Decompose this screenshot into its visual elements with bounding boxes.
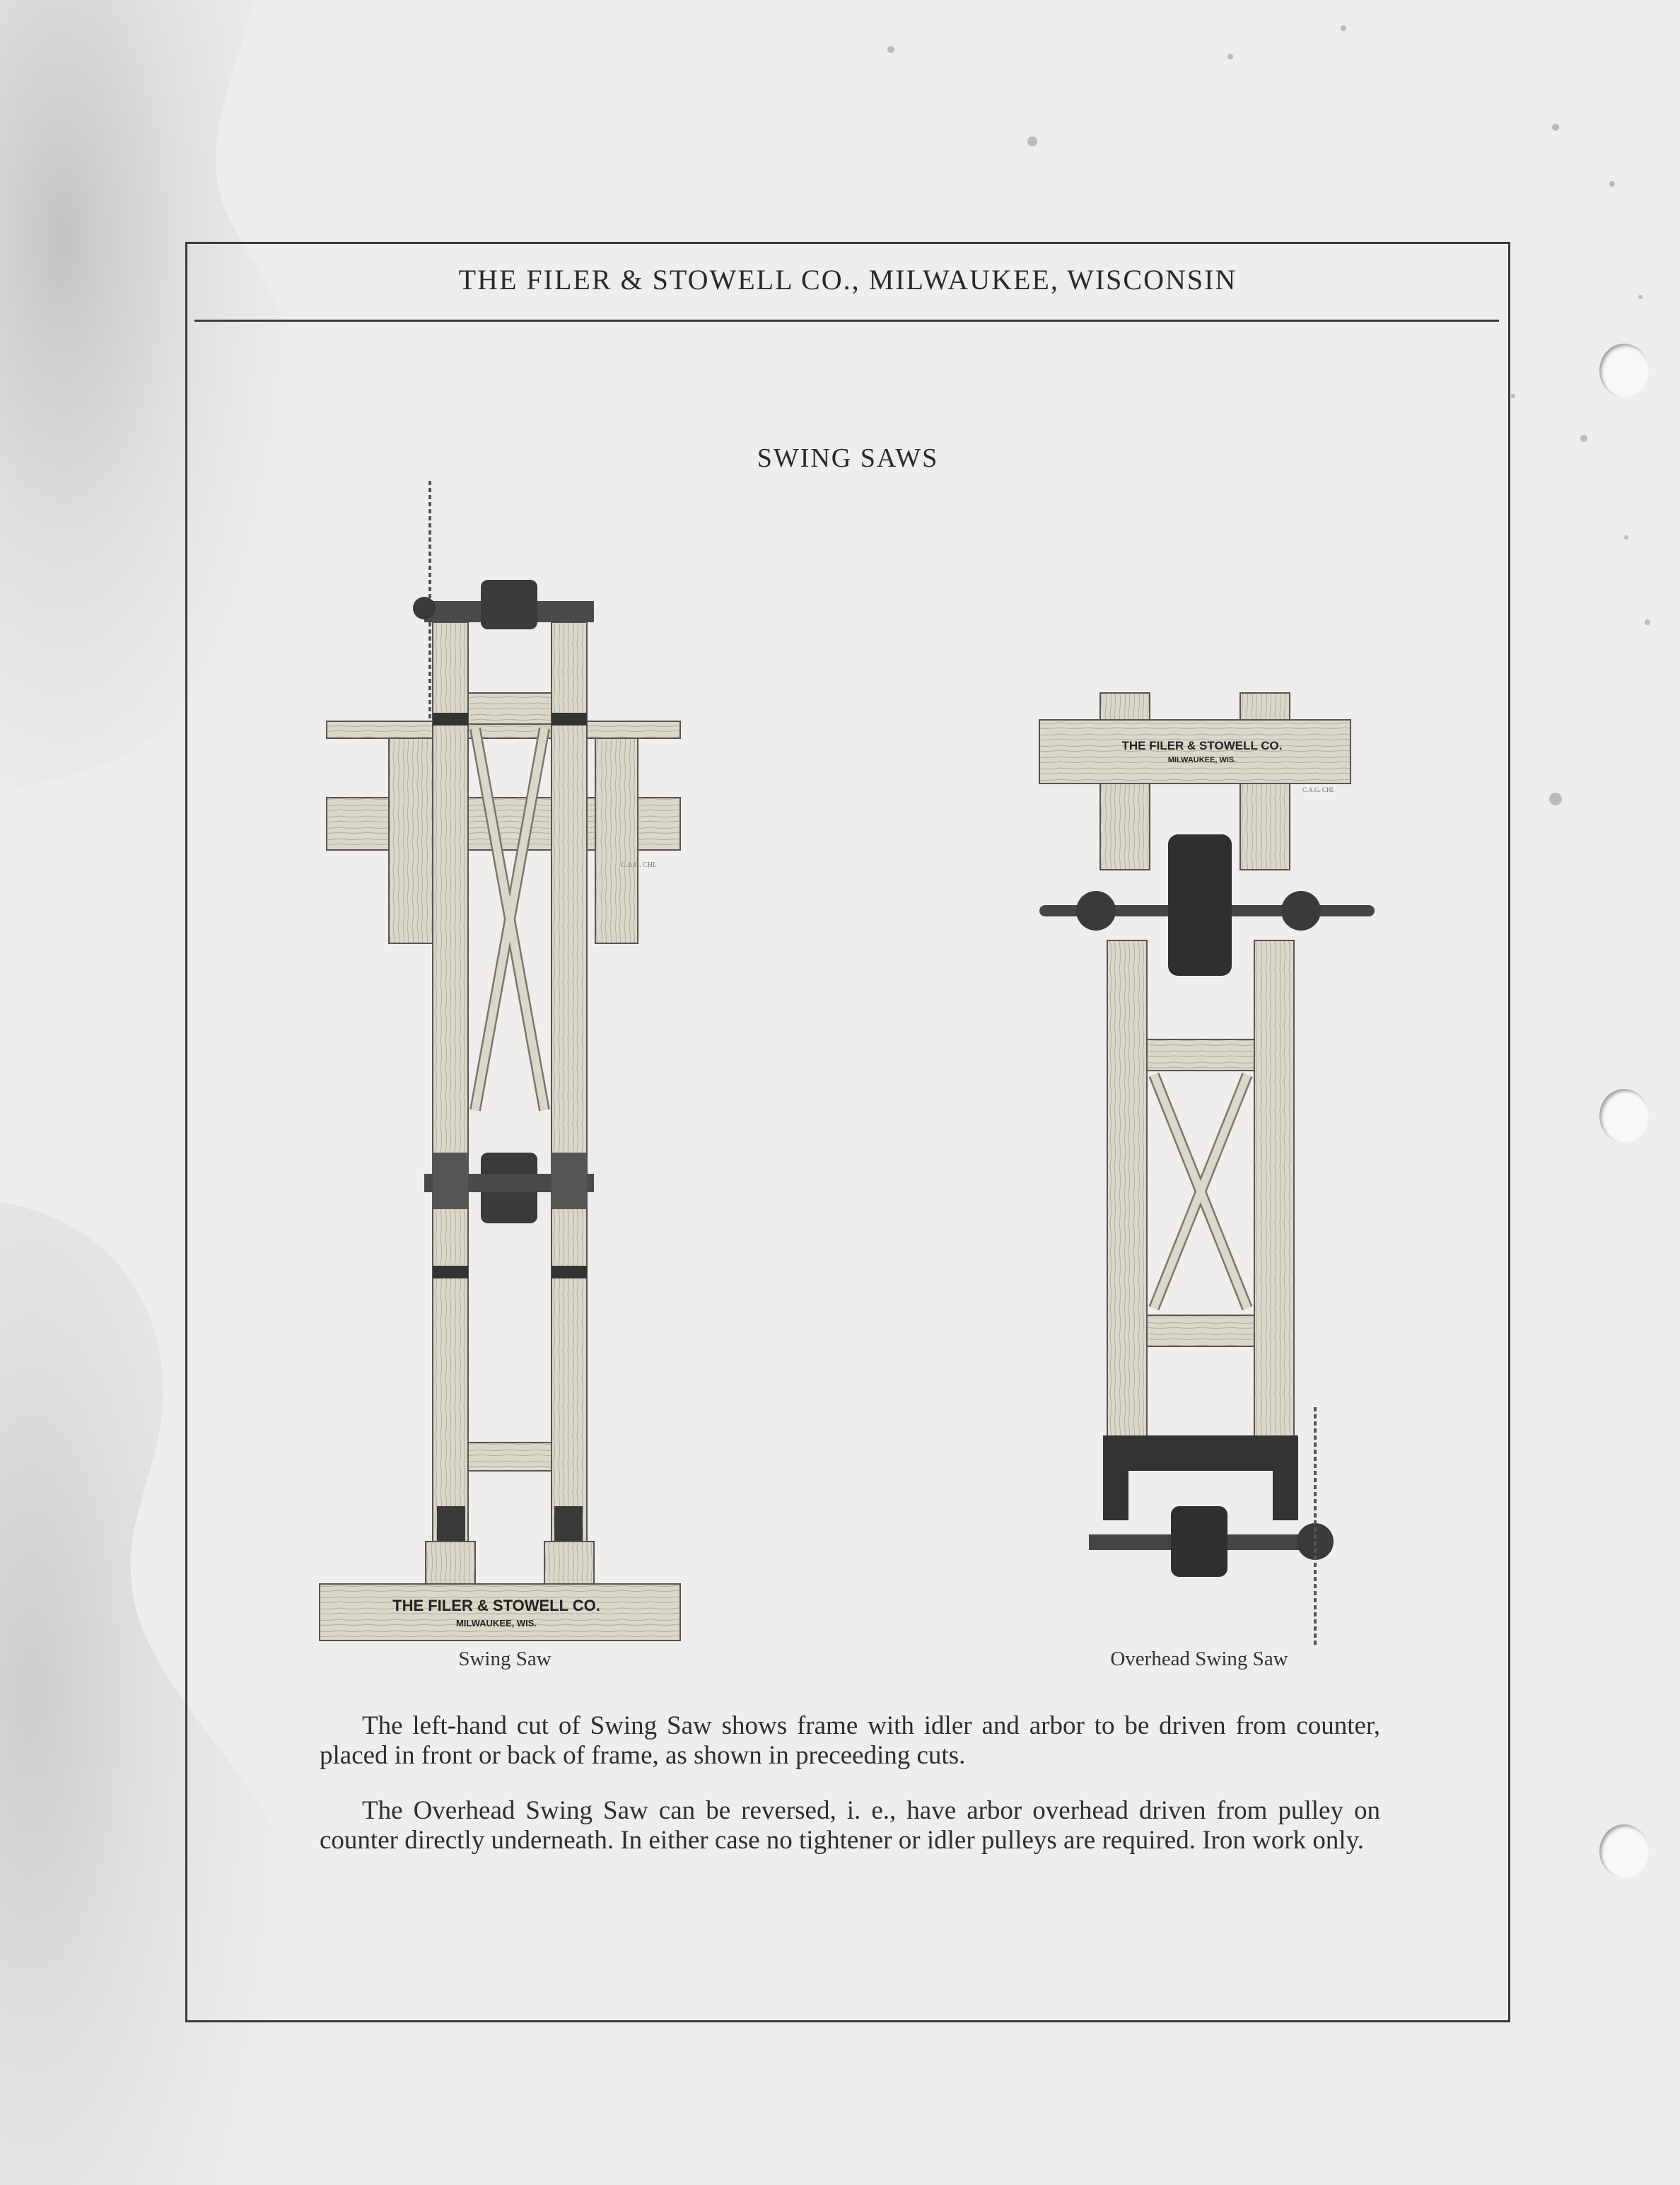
right-stamp-line1: THE FILER & STOWELL CO.: [1121, 739, 1283, 752]
header-divider: [194, 320, 1499, 322]
binder-hole-top: [1599, 344, 1649, 397]
section-title: SWING SAWS: [757, 443, 939, 473]
right-stamp-line2: MILWAUKEE, WIS.: [1167, 756, 1237, 764]
overhead-swing-saw-caption: Overhead Swing Saw: [1110, 1648, 1288, 1670]
description-paragraph-2: The Overhead Swing Saw can be reversed, i. e., have arbor overhead driven from pulley on counter directly underneath. In either case no tightener or idler pulleys are required. Iron work only.: [320, 1796, 1380, 1855]
binder-hole-bottom: [1599, 1824, 1649, 1878]
description-paragraph-1: The left-hand cut of Swing Saw shows frame with idler and arbor to be driven from counter, placed in front or back of frame, as shown in preceeding cuts.: [320, 1711, 1380, 1770]
swing-saw-illustration: [311, 474, 693, 1648]
right-engraver-mark: C.A.G. CHI.: [1302, 786, 1335, 793]
left-engraver-mark: C.A.G. CHI.: [621, 861, 657, 869]
swing-saw-caption: Swing Saw: [458, 1648, 552, 1670]
company-header: THE FILER & STOWELL CO., MILWAUKEE, WISCONSIN: [458, 264, 1237, 296]
overhead-swing-saw-illustration: [1032, 686, 1386, 1662]
left-stamp-line2: MILWAUKEE, WIS.: [455, 1618, 537, 1628]
left-stamp-line1: THE FILER & STOWELL CO.: [392, 1597, 600, 1614]
binder-hole-middle: [1599, 1089, 1649, 1143]
